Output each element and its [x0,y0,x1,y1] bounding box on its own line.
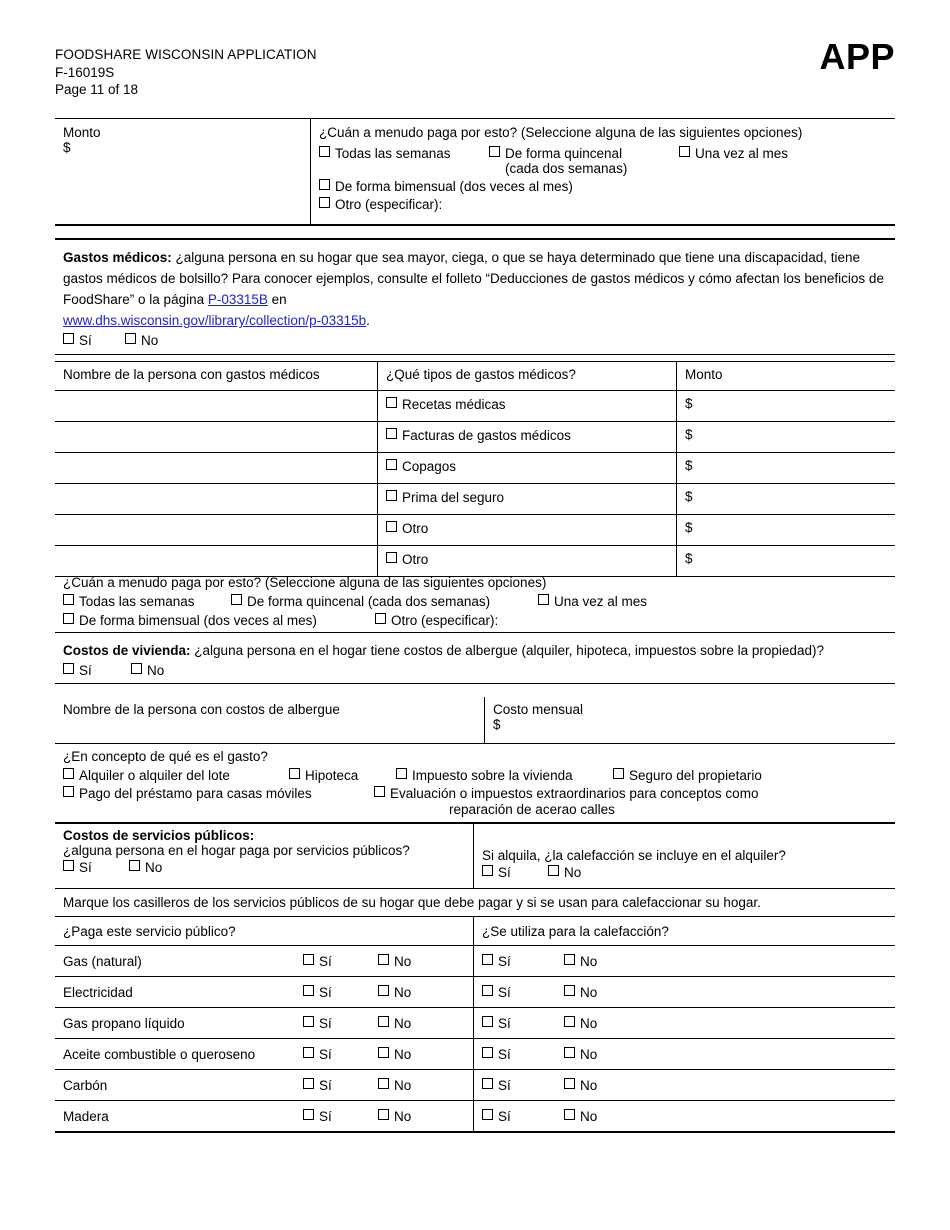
checkbox-icon[interactable] [231,594,242,605]
utility-rows-table [55,917,895,1133]
utility-name: Electricidad [63,984,133,1000]
utility-pay-question-cell [55,823,473,888]
checkbox-icon[interactable] [386,428,397,439]
checkbox-icon[interactable] [303,1016,314,1027]
option-label: Evaluación o impuestos extraordinarios para conceptos como [390,786,759,801]
checkbox-icon[interactable] [289,768,300,779]
option-label: Sí [319,1077,332,1093]
utility-pay-cell [55,1070,473,1100]
checkbox-option-monthly[interactable] [538,594,647,609]
utility-left-yes-no [63,860,473,875]
utility-pay-cell [55,1008,473,1038]
table-header-row [55,362,895,391]
option-label: Sí [79,663,92,678]
option-label: De forma quincenal [505,146,623,161]
option-label: Sí [319,953,332,969]
checkbox-icon[interactable] [63,860,74,871]
amount-field[interactable]: $ [676,422,895,452]
medical-frequency-block [55,570,895,633]
option-label: De forma bimensual (dos veces al mes) [335,179,573,194]
option-label: Sí [498,1077,511,1093]
checkbox-option-yes[interactable] [63,663,131,678]
table-row [55,515,895,546]
checkbox-option-heat-no[interactable] [564,1078,597,1093]
option-label: Sí [79,860,92,875]
option-label: Impuesto sobre la vivienda [412,768,573,783]
checkbox-icon[interactable] [386,459,397,470]
option-label: De forma quincenal (cada dos semanas) [247,594,491,609]
checkbox-option-heat-yes[interactable] [482,1047,564,1062]
option-label: Sí [319,984,332,1000]
checkbox-option-rent[interactable] [63,768,289,783]
column-header-monthly-cost: Costo mensual [493,702,584,717]
housing-costs-intro [55,634,895,684]
option-label: Otro [402,521,429,536]
option-label: Una vez al mes [695,146,789,161]
utility-costs-header [55,823,895,889]
utility-name: Madera [63,1108,109,1124]
checkbox-icon[interactable] [548,865,559,876]
checkbox-icon[interactable] [378,985,389,996]
checkbox-icon[interactable] [564,985,575,996]
housing-intro-label: Costos de vivienda: [63,643,191,658]
checkbox-option-heat-yes[interactable] [482,1016,564,1031]
option-label: De forma bimensual (dos veces al mes) [79,613,317,628]
checkbox-option-copays[interactable] [386,459,456,474]
header-left-block [55,46,317,99]
checkbox-option-pay-no[interactable] [378,1078,411,1093]
checkbox-icon[interactable] [564,1109,575,1120]
option-label: Copagos [402,459,457,474]
checkbox-option-pay-yes[interactable] [303,954,378,969]
option-label: No [394,1046,412,1062]
table-row [55,946,895,977]
option-label: No [145,860,163,875]
option-label: Seguro del propietario [629,768,762,783]
option-label: No [564,865,582,880]
concept-options-row-1 [63,768,895,783]
option-label: No [580,984,598,1000]
checkbox-icon[interactable] [129,860,140,871]
utility-heat-cell [473,977,895,1007]
checkbox-option-heat-no[interactable] [564,1109,597,1124]
checkbox-option-owner-insurance[interactable] [613,768,762,783]
checkbox-option-no[interactable] [125,333,158,348]
person-name-field[interactable] [55,484,377,514]
table-row [55,484,895,515]
option-label: Prima del seguro [402,490,505,505]
expense-type-cell [377,515,676,545]
table-row [55,977,895,1008]
option-label: Pago del préstamo para casas móviles [79,786,312,801]
table-row [55,1070,895,1101]
checkbox-option-property-tax[interactable] [396,768,613,783]
checkbox-option-weekly[interactable] [319,146,489,161]
checkbox-option-pay-yes[interactable] [303,1047,378,1062]
option-label: No [580,953,598,969]
amount-field[interactable]: $ [676,391,895,421]
person-name-field[interactable] [55,453,377,483]
utility-pay-cell [55,977,473,1007]
checkbox-option-monthly[interactable] [679,146,788,161]
utility-heat-cell [473,1039,895,1069]
table-header-row [55,917,895,946]
checkbox-icon[interactable] [63,594,74,605]
utility-instruction-note [55,889,895,917]
medical-yes-no-row [63,333,895,348]
checkbox-option-heat-yes[interactable] [482,985,564,1000]
checkbox-option-pay-no[interactable] [378,1109,411,1124]
checkbox-option-mortgage[interactable] [289,768,396,783]
checkbox-icon[interactable] [319,197,330,208]
checkbox-icon[interactable] [613,768,624,779]
checkbox-icon[interactable] [482,865,493,876]
option-label: Todas las semanas [335,146,451,161]
checkbox-option-other[interactable] [319,197,442,212]
checkbox-icon[interactable] [125,333,136,344]
expense-type-cell [377,484,676,514]
form-number: F-16019S [55,64,115,80]
checkbox-option-pay-yes[interactable] [303,1016,378,1031]
option-label: No [141,333,159,348]
checkbox-option-semimonthly[interactable] [319,179,573,194]
option-label: Todas las semanas [79,594,195,609]
checkbox-option-pay-yes[interactable] [303,1109,378,1124]
concept-question: ¿En concepto de qué es el gasto? [63,749,268,764]
frequency-options-row-3 [319,197,895,212]
option-label: Otro (especificar): [391,613,499,628]
frequency-options-row-1 [319,146,895,161]
checkbox-option-pay-no[interactable] [378,985,411,1000]
option-label: Recetas médicas [402,397,506,412]
dhs-website-link[interactable]: www.dhs.wisconsin.gov/library/collection/p-03315b [63,313,367,328]
checkbox-option-heat-yes[interactable] [482,1078,564,1093]
checkbox-icon[interactable] [378,1016,389,1027]
special-assessment-continuation: reparación de acerao calles [449,802,615,817]
monthly-cost-field[interactable]: $ [493,717,501,732]
checkbox-icon[interactable] [319,179,330,190]
checkbox-icon[interactable] [374,786,385,797]
table-row [55,391,895,422]
option-label: Sí [498,1046,511,1062]
utility-name: Gas propano líquido [63,1015,185,1031]
option-label: No [580,1046,598,1062]
checkbox-icon[interactable] [489,146,500,157]
checkbox-icon[interactable] [303,1078,314,1089]
app-stamp: APP [819,36,895,77]
utility-heat-question-cell [473,823,895,888]
medical-intro-label: Gastos médicos: [63,250,172,265]
housing-expense-concept [55,744,895,824]
medical-intro-text-2: en [267,292,287,307]
checkbox-option-heat-no[interactable] [564,985,597,1000]
checkbox-icon[interactable] [538,594,549,605]
checkbox-option-no[interactable] [131,663,164,678]
checkbox-option-insurance-premium[interactable] [386,490,504,505]
checkbox-icon[interactable] [63,333,74,344]
checkbox-option-yes[interactable] [63,860,129,875]
checkbox-icon[interactable] [482,1109,493,1120]
checkbox-icon[interactable] [63,768,74,779]
option-label: Facturas de gastos médicos [402,428,571,443]
checkbox-option-pay-no[interactable] [378,1047,411,1062]
amount-frequency-table [55,118,895,226]
checkbox-option-semimonthly[interactable] [63,613,375,628]
medical-intro-paragraph [63,247,895,331]
checkbox-option-other[interactable] [375,613,498,628]
checkbox-icon[interactable] [564,1047,575,1058]
option-label: Otro [402,552,429,567]
checkbox-icon[interactable] [319,146,330,157]
checkbox-option-yes[interactable] [63,333,125,348]
checkbox-option-medical-bills[interactable] [386,428,571,443]
medical-expenses-intro [55,238,895,355]
form-title: FOODSHARE WISCONSIN APPLICATION [55,47,317,62]
checkbox-icon[interactable] [378,954,389,965]
checkbox-option-pay-yes[interactable] [303,1078,378,1093]
checkbox-icon[interactable] [378,1078,389,1089]
medical-frequency-row-1 [63,594,895,609]
housing-costs-table [55,697,895,744]
option-label: Sí [319,1015,332,1031]
utility-question-left: ¿alguna persona en el hogar paga por servicios públicos? [63,843,410,858]
option-label: Sí [498,953,511,969]
checkbox-icon[interactable] [482,1016,493,1027]
amount-field[interactable]: $ [676,453,895,483]
option-label: Sí [319,1108,332,1124]
amount-field[interactable]: $ [676,515,895,545]
checkbox-icon[interactable] [375,613,386,624]
utility-heat-cell [473,1101,895,1131]
option-label: Sí [319,1046,332,1062]
utility-name: Carbón [63,1077,108,1093]
person-name-field[interactable] [55,391,377,421]
option-label: Otro (especificar): [335,197,443,212]
publication-link[interactable]: P-03315B [207,292,268,307]
option-label: Hipoteca [305,768,359,783]
checkbox-option-heat-yes[interactable] [482,1109,564,1124]
checkbox-icon[interactable] [386,397,397,408]
checkbox-icon[interactable] [564,1016,575,1027]
checkbox-option-biweekly[interactable] [489,146,679,161]
checkbox-icon[interactable] [63,663,74,674]
utility-question-right: Si alquila, ¿la calefacción se incluye en el alquiler? [482,848,786,863]
column-header-pay: ¿Paga este servicio público? [63,923,236,939]
checkbox-option-heat-no[interactable] [564,1047,597,1062]
expense-type-cell [377,391,676,421]
amount-cell [55,119,310,224]
housing-intro-text: ¿alguna persona en el hogar tiene costos de albergue (alquiler, hipoteca, impuestos sobre la propiedad)? [190,643,824,658]
column-header-person: Nombre de la persona con costos de albergue [63,702,340,717]
checkbox-icon[interactable] [386,552,397,563]
frequency-options-row-2 [319,179,895,194]
frequency-cell [310,119,895,224]
checkbox-option-prescriptions[interactable] [386,397,506,412]
checkbox-icon[interactable] [482,954,493,965]
column-header-type: ¿Qué tipos de gastos médicos? [377,362,676,390]
checkbox-option-pay-no[interactable] [378,954,411,969]
checkbox-icon[interactable] [482,1047,493,1058]
utility-heat-cell [473,946,895,976]
utility-name: Gas (natural) [63,953,142,969]
checkbox-option-heat-no[interactable] [564,1016,597,1031]
expense-type-cell [377,453,676,483]
checkbox-option-other-2[interactable] [386,552,428,567]
checkbox-option-biweekly[interactable] [231,594,538,609]
utility-pay-cell [55,1101,473,1131]
frequency-question: ¿Cuán a menudo paga por esto? (Seleccione alguna de las siguientes opciones) [319,125,803,140]
utility-heat-cell [473,1008,895,1038]
column-header-heat: ¿Se utiliza para la calefacción? [473,917,895,945]
medical-frequency-question: ¿Cuán a menudo paga por esto? (Seleccione alguna de las siguientes opciones) [63,575,547,590]
checkbox-icon[interactable] [482,985,493,996]
checkbox-icon[interactable] [303,1109,314,1120]
amount-field[interactable]: $ [676,484,895,514]
checkbox-option-heat-yes[interactable] [482,954,564,969]
checkbox-icon[interactable] [131,663,142,674]
checkbox-option-no[interactable] [129,860,162,875]
page-header [55,36,895,108]
option-label: Sí [79,333,92,348]
housing-yes-no-row [63,663,895,678]
medical-intro-text: ¿alguna persona en su hogar que sea mayor, ciega, o que se haya determinado que tiene una discapacidad, tiene gastos médicos de bolsillo? Para conocer ejemplos, consulte el folleto “Deducciones de gastos médicos y cómo afectan los beneficios de FoodShare” o la página [63,250,884,307]
option-label: Una vez al mes [554,594,648,609]
biweekly-sublabel: (cada dos semanas) [505,161,628,176]
option-label: No [394,1077,412,1093]
option-label: No [394,1015,412,1031]
column-header-person: Nombre de la persona con gastos médicos [63,367,320,382]
option-label: No [580,1108,598,1124]
utility-pay-cell [55,1039,473,1069]
checkbox-icon[interactable] [564,1078,575,1089]
checkbox-option-no[interactable] [548,865,581,880]
checkbox-option-pay-no[interactable] [378,1016,411,1031]
table-row [55,453,895,484]
housing-cost-cell [484,697,895,743]
checkbox-icon[interactable] [378,1047,389,1058]
checkbox-icon[interactable] [378,1109,389,1120]
person-name-field[interactable] [55,422,377,452]
checkbox-icon[interactable] [63,786,74,797]
checkbox-option-special-assessment[interactable] [374,786,758,801]
checkbox-option-weekly[interactable] [63,594,231,609]
amount-field[interactable]: $ [676,546,895,576]
utility-note-text: Marque los casilleros de los servicios públicos de su hogar que debe pagar y si se usan para calefaccionar su hogar. [63,895,761,910]
column-header-amount: Monto [676,362,895,390]
option-label: Sí [498,1108,511,1124]
checkbox-icon[interactable] [303,985,314,996]
checkbox-icon[interactable] [564,954,575,965]
option-label: No [394,1108,412,1124]
amount-dollar-field[interactable]: $ [63,140,71,155]
option-label: No [580,1015,598,1031]
checkbox-icon[interactable] [679,146,690,157]
checkbox-icon[interactable] [386,490,397,501]
checkbox-icon[interactable] [303,954,314,965]
checkbox-option-yes[interactable] [482,865,548,880]
checkbox-option-mobile-home-loan[interactable] [63,786,374,801]
checkbox-option-pay-yes[interactable] [303,985,378,1000]
table-row [55,1101,895,1131]
utility-pay-cell [55,946,473,976]
utility-section-label: Costos de servicios públicos: [63,828,255,843]
housing-intro-paragraph [63,640,895,661]
checkbox-icon[interactable] [63,613,74,624]
person-name-field[interactable] [55,515,377,545]
option-label: Sí [498,1015,511,1031]
option-label: Sí [498,984,511,1000]
option-label: Alquiler o alquiler del lote [79,768,230,783]
option-label: No [394,953,412,969]
option-label: No [394,984,412,1000]
table-row [55,1039,895,1070]
utility-heat-cell [473,1070,895,1100]
page-number: Page 11 of 18 [55,82,139,97]
amount-label: Monto [63,125,101,140]
table-row [55,422,895,453]
option-label: Sí [498,865,511,880]
checkbox-option-other-1[interactable] [386,521,428,536]
checkbox-icon[interactable] [303,1047,314,1058]
table-row [55,1008,895,1039]
checkbox-icon[interactable] [386,521,397,532]
checkbox-icon[interactable] [396,768,407,779]
utility-name: Aceite combustible o queroseno [63,1046,256,1062]
concept-options-row-2 [63,786,895,801]
checkbox-icon[interactable] [482,1078,493,1089]
expense-type-cell [377,422,676,452]
medical-frequency-row-2 [63,613,895,628]
medical-intro-text-3: . [366,313,370,328]
housing-person-cell [55,697,484,743]
medical-expenses-table [55,361,895,577]
option-label: No [147,663,165,678]
checkbox-option-heat-no[interactable] [564,954,597,969]
utility-right-yes-no [482,865,895,880]
option-label: No [580,1077,598,1093]
